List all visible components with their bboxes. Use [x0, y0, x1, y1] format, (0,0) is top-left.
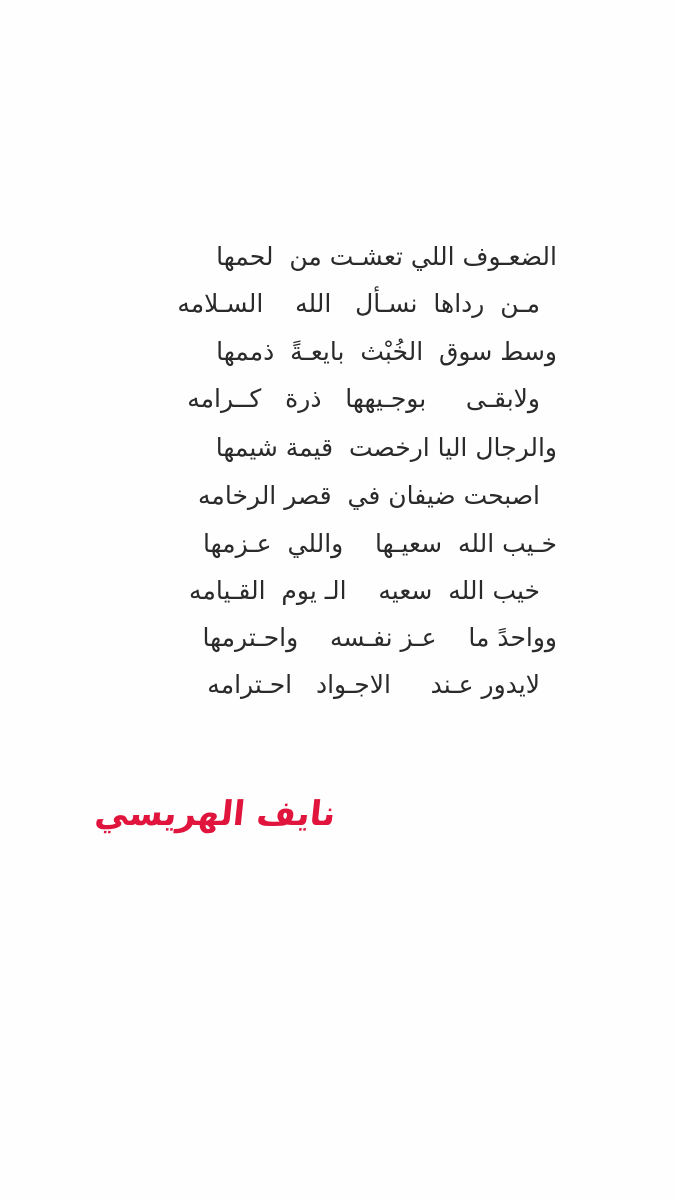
poem-line-2: مـن رداها نسـأل الله السـلامه [177, 289, 540, 318]
poem-line-7: خـيب الله سعيـها واللي عـزمها [203, 529, 557, 558]
poem-line-10: لايدور عـند الاجـواد احـترامه [207, 670, 540, 699]
poem-line-5: والرجال اليا ارخصت قيمة شيمها [215, 433, 557, 462]
poem-line-8: خيب الله سعيه الـ يوم القـيامه [189, 576, 540, 605]
author-signature: نايف الهريسي [92, 794, 338, 834]
poem-line-1: الضعـوف اللي تعشـت من لحمها [216, 242, 557, 271]
poem-line-3: وسط سوق الخُبْث بايعـةً ذممها [216, 337, 557, 366]
poem-line-4: ولابقـى بوجـيهها ذرة كــرامه [187, 384, 540, 413]
poem-line-6: اصبحت ضيفان في قصر الرخامه [198, 481, 540, 510]
poem-line-9: وواحدً ما عـز نفـسه واحـترمها [202, 623, 557, 652]
